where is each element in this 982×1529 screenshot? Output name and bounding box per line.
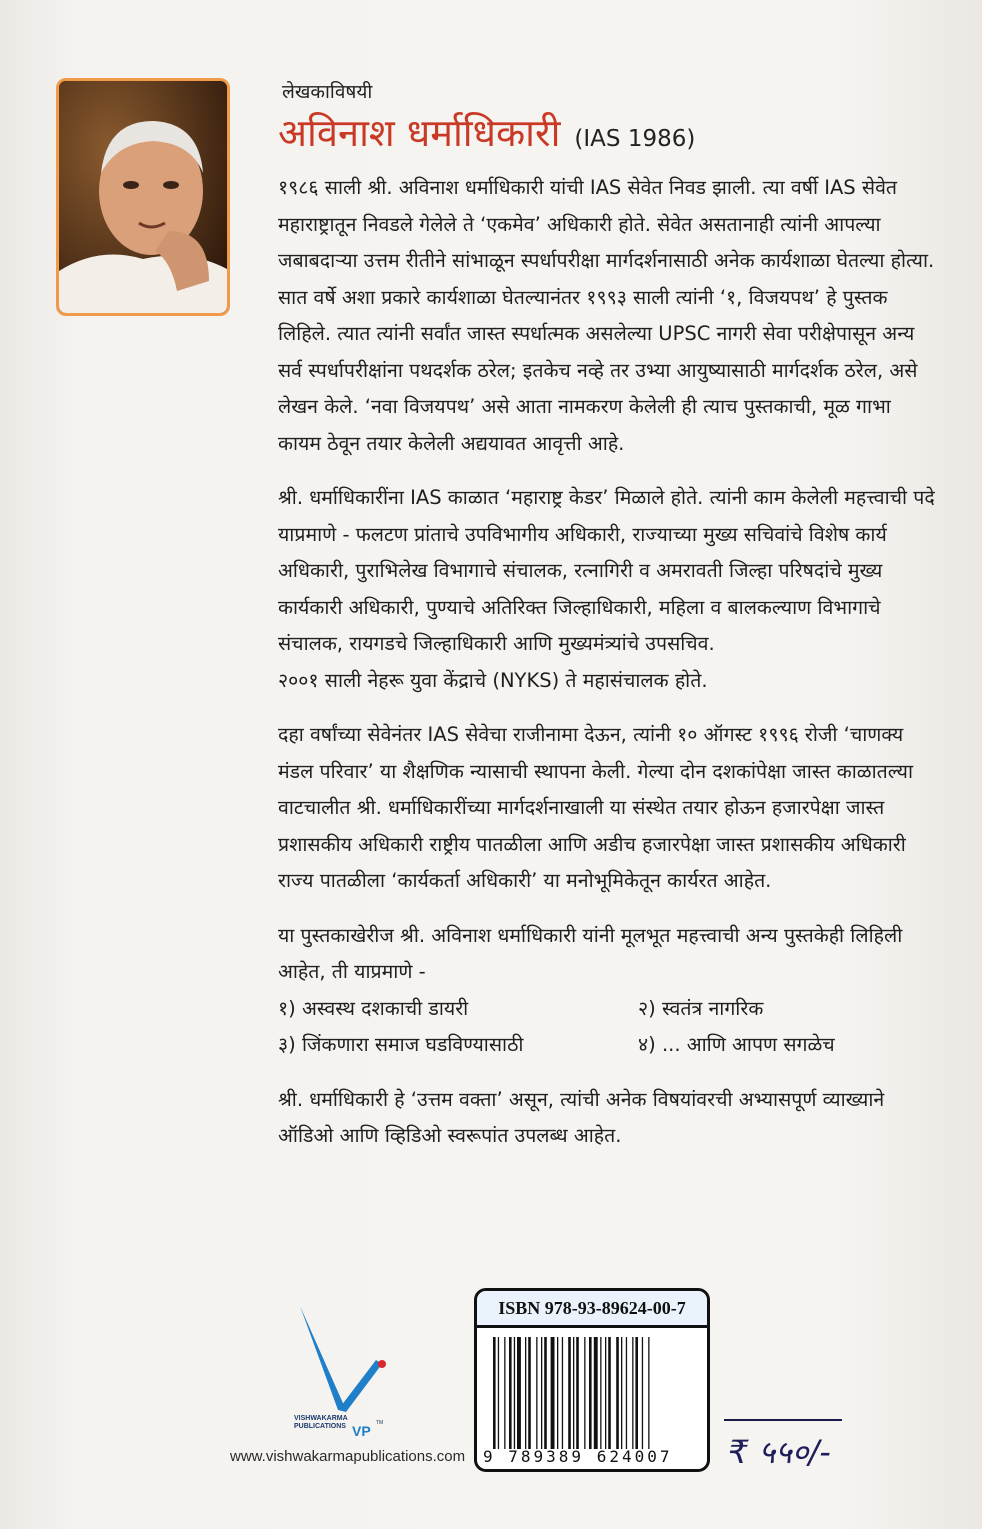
barcode-bar xyxy=(648,1337,649,1449)
barcode-bar xyxy=(635,1337,638,1449)
barcode-bar xyxy=(525,1337,526,1449)
book-item: ३) जिंकणारा समाज घडविण्यासाठी xyxy=(278,1033,524,1056)
book-item: १) अस्वस्थ दशकाची डायरी xyxy=(278,996,469,1020)
barcode-bar xyxy=(509,1337,512,1449)
publisher-name-2: PUBLICATIONS xyxy=(294,1423,346,1430)
barcode-bar xyxy=(621,1337,622,1449)
barcode xyxy=(491,1337,695,1449)
barcode-bar xyxy=(608,1337,611,1449)
barcode-bar xyxy=(541,1337,542,1449)
paragraph-4: दहा वर्षांच्या सेवेनंतर IAS सेवेचा राजीनामा देऊन, त्यांनी १० ऑगस्ट १९९६ रोजी ‘चाणक्य मंडल परिवार’ या शैक्षणिक न्यासाची स्थापना केली. गेल्या दोन दशकांपेक्षा जास्त काळातल्या वाटचालीत श्री. धर्माधिकारींच्या मार्गदर्शनाखाली या संस्थेत तयार होऊन हजारपेक्षा जास्त प्रशासकीय अधिकारी राष्ट्रीय पातळीला आणि अडीच हजारपेक्षा जास्त प्रशासकीय अधिकारी राज्य पातळीला ‘कार्यकर्ता अधिकारी’ या मनोभूमिकेतून कार्यरत आहेत. xyxy=(278,723,914,892)
paragraph-5: या पुस्तकाखेरीज श्री. अविनाश धर्माधिकारी यांनी मूलभूत महत्त्वाची अन्य पुस्तकेही लिहिली आहेत, ती याप्रमाणे - xyxy=(278,923,903,983)
barcode-bar xyxy=(557,1337,558,1449)
publisher-name-1: VISHWAKARMA xyxy=(294,1415,348,1422)
other-books-list xyxy=(278,991,938,1064)
paragraph-3: २००१ साली नेहरू युवा केंद्राचे (NYKS) ते महासंचालक होते. xyxy=(278,668,708,692)
author-photo xyxy=(56,78,230,316)
barcode-bar xyxy=(562,1337,563,1449)
publisher-mark: VP xyxy=(352,1423,371,1439)
barcode-bar xyxy=(589,1337,592,1449)
biography-text xyxy=(278,170,938,1173)
isbn-barcode-box xyxy=(474,1288,710,1472)
barcode-bar xyxy=(632,1337,633,1449)
paragraph-2: श्री. धर्माधिकारींना IAS काळात ‘महाराष्ट्र केडर’ मिळाले होते. त्यांनी काम केलेली महत्त्वाची पदे याप्रमाणे - फलटण प्रांताचे उपविभागीय अधिकारी, राज्याच्या मुख्य सचिवांचे विशेष कार्य अधिकारी, पुराभिलेख विभागाचे संचालक, रत्नागिरी व अमरावती जिल्हा परिषदांचे मुख्य कार्यकारी अधिकारी, पुण्याचे अतिरिक्त जिल्हाधिकारी, महिला व बालकल्याण विभागाचे संचालक, रायगडचे जिल्हाधिकारी आणि मुख्यमंत्र्यांचे उपसचिव. xyxy=(278,486,935,655)
paragraph-1: १९८६ साली श्री. अविनाश धर्माधिकारी यांची IAS सेवेत निवड झाली. त्या वर्षी IAS सेवेत महाराष्ट्रातून निवडले गेलेले ते ‘एकमेव’ अधिकारी होते. सेवेत असतानाही त्यांनी आपल्या जबाबदाऱ्या उत्तम रीतीने सांभाळून स्पर्धापरीक्षा मार्गदर्शनासाठी अनेक कार्यशाळा घेतल्या होत्या. सात वर्षे अशा प्रकारे कार्यशाळा घेतल्यानंतर १९९३ साली त्यांनी ‘१, विजयपथ’ हे पुस्तक लिहिले. त्यात त्यांनी सर्वांत जास्त स्पर्धात्मक असलेल्या UPSC नागरी सेवा परीक्षेपासून अन्य सर्व स्पर्धापरीक्षांना पथदर्शक ठरेल; इतकेच नव्हे तर उभ्या आयुष्यासाठी मार्गदर्शक ठरेल, असे लेखन केले. ‘नवा विजयपथ’ असे आता नामकरण केलेली ही त्याच पुस्तकाची, मूळ गाभा कायम ठेवून तयार केलेली अद्ययावत आवृत्ती आहे. xyxy=(278,176,935,455)
barcode-bar xyxy=(493,1337,496,1449)
barcode-bar xyxy=(514,1337,515,1449)
barcode-bar xyxy=(576,1337,579,1449)
barcode-bar xyxy=(605,1337,606,1449)
barcode-bar xyxy=(568,1337,571,1449)
barcode-bar xyxy=(600,1337,601,1449)
barcode-bar xyxy=(626,1337,627,1449)
barcode-bar xyxy=(517,1337,521,1449)
barcode-bar xyxy=(528,1337,531,1449)
author-name: अविनाश धर्माधिकारी xyxy=(278,111,561,155)
publisher-url[interactable]: www.vishwakarmapublications.com xyxy=(230,1448,466,1465)
author-batch: (IAS 1986) xyxy=(574,126,696,152)
price-underline xyxy=(724,1419,842,1421)
barcode-digits: 9 789389 624007 xyxy=(483,1447,673,1466)
book-item: २) स्वतंत्र नागरिक xyxy=(638,996,764,1020)
author-heading xyxy=(278,106,695,158)
barcode-bar xyxy=(536,1337,537,1449)
barcode-bar xyxy=(498,1337,499,1449)
barcode-bar xyxy=(551,1337,555,1449)
price: ₹ ५५०/- xyxy=(728,1433,831,1471)
closing-paragraph: श्री. धर्माधिकारी हे ‘उत्तम वक्ता’ असून, त्यांची अनेक विषयांवरची अभ्यासपूर्ण व्याख्याने ऑडिओ आणि व्हिडिओ स्वरूपांत उपलब्ध आहेत. xyxy=(278,1087,885,1147)
barcode-bar xyxy=(642,1337,643,1449)
barcode-bar xyxy=(584,1337,585,1449)
barcode-bar xyxy=(594,1337,598,1449)
barcode-bar xyxy=(616,1337,619,1449)
publisher-logo xyxy=(290,1300,410,1450)
section-label: लेखकाविषयी xyxy=(282,81,373,103)
barcode-bar xyxy=(544,1337,547,1449)
publisher-tm: TM xyxy=(376,1420,384,1426)
barcode-bar xyxy=(504,1337,505,1449)
book-item: ४) ... आणि आपण सगळेच xyxy=(638,1033,835,1056)
isbn-label: ISBN 978-93-89624-00-7 xyxy=(477,1291,707,1328)
barcode-bar xyxy=(573,1337,574,1449)
